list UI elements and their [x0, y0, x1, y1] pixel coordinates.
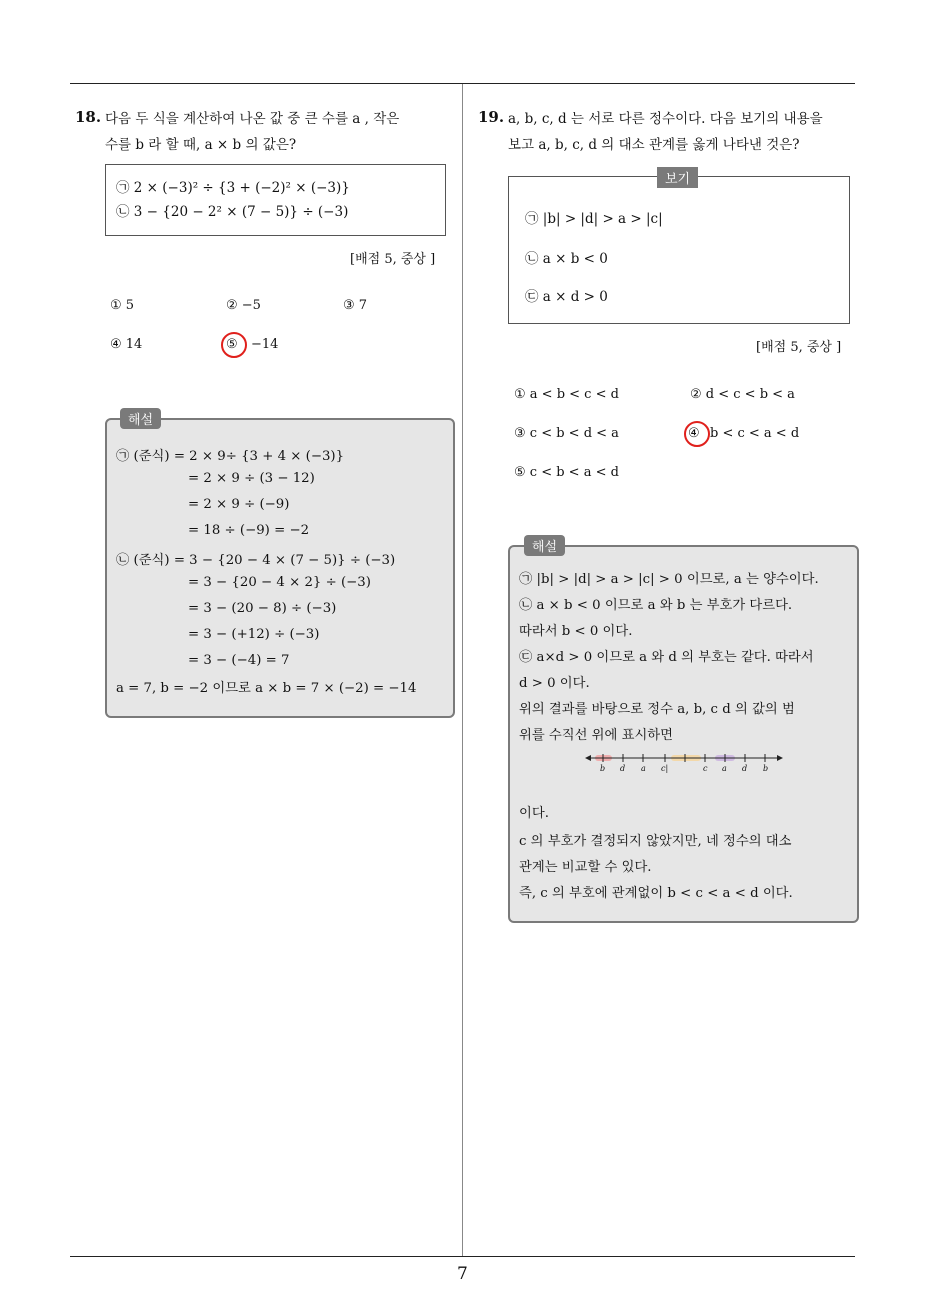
nl-label-8: b [763, 764, 769, 773]
q19-bogi-2: ㉡ a × b < 0 [525, 251, 608, 267]
q19-bogi-1: ㉠ |b| > |d| > a > |c| [525, 211, 663, 227]
q19-answer-circle-mark [684, 421, 710, 447]
q19-choice-1[interactable]: ① a < b < c < d [514, 387, 619, 402]
q18-expression-box [105, 164, 446, 236]
q19-sol-line-4: ㉢ a×d > 0 이므로 a 와 d 의 부호는 같다. 따라서 [519, 650, 814, 665]
q18-sol-line-4: = 18 ÷ (−9) = −2 [188, 523, 310, 538]
q18-score: [배점 5, 중상 ] [350, 252, 436, 267]
q18-text-line1: 다음 두 식을 계산하여 나온 값 중 큰 수를 a , 작은 [105, 111, 400, 127]
page-number: 7 [457, 1264, 468, 1284]
q18-solution-label: 해설 [120, 408, 161, 429]
q19-text-line1: a, b, c, d 는 서로 다른 정수이다. 다음 보기의 내용을 [508, 111, 823, 127]
q18-sol-line-9: = 3 − (−4) = 7 [188, 653, 290, 668]
q19-sol-line-2: ㉡ a × b < 0 이므로 a 와 b 는 부호가 다르다. [519, 598, 793, 613]
number-line-graphic [585, 750, 785, 780]
q19-text-line2: 보고 a, b, c, d 의 대소 관계를 옳게 나타낸 것은? [508, 137, 800, 153]
q18-sol-line-6: = 3 − {20 − 4 × 2} ÷ (−3) [188, 575, 371, 590]
q18-sol-line-2: = 2 × 9 ÷ (3 − 12) [188, 471, 315, 486]
q19-number-line [585, 750, 785, 780]
q18-answer-circle-mark [221, 332, 247, 358]
q19-sol-line-1: ㉠ |b| > |d| > a > |c| > 0 이므로, a 는 양수이다. [519, 572, 819, 587]
q18-choice-2[interactable]: ② −5 [226, 298, 261, 313]
nl-label-6: a [722, 764, 727, 773]
q18-choice-5-value: −14 [251, 337, 279, 352]
nl-label-3: a [641, 764, 646, 773]
q19-sol-line-10: 관계는 비교할 수 있다. [519, 860, 652, 875]
q19-sol-line-7: 위를 수직선 위에 표시하면 [519, 728, 673, 743]
q19-sol-line-3: 따라서 b < 0 이다. [519, 624, 633, 639]
q19-choice-5[interactable]: ⑤ c < b < a < d [514, 465, 619, 480]
q19-choice-3[interactable]: ③ c < b < d < a [514, 426, 619, 441]
q19-sol-line-5: d > 0 이다. [519, 676, 590, 691]
q18-sol-line-1: ㉠ (준식) = 2 × 9÷ {3 + 4 × (−3)} [116, 449, 345, 464]
q19-sol-line-6: 위의 결과를 바탕으로 정수 a, b, c d 의 값의 범 [519, 702, 795, 717]
q19-choice-4-symbol[interactable]: ④ [688, 426, 700, 441]
bottom-rule [70, 1256, 855, 1257]
q18-sol-line-5: ㉡ (준식) = 3 − {20 − 4 × (7 − 5)} ÷ (−3) [116, 553, 396, 568]
q19-number: 19. [478, 108, 505, 126]
q18-text-line2: 수를 b 라 할 때, a × b 의 값은? [105, 137, 297, 153]
q18-sol-line-10: a = 7, b = −2 이므로 a × b = 7 × (−2) = −14 [116, 681, 417, 696]
q19-bogi-label: 보기 [657, 167, 698, 188]
q19-bogi-box [508, 176, 850, 324]
nl-label-5: c [703, 764, 708, 773]
q19-choice-4-value: b < c < a < d [710, 426, 800, 441]
q18-number: 18. [75, 108, 102, 126]
q18-expr2: ㉡ 3 − {20 − 2² × (7 − 5)} ÷ (−3) [116, 204, 349, 220]
q18-sol-line-8: = 3 − (+12) ÷ (−3) [188, 627, 320, 642]
q19-choice-2[interactable]: ② d < c < b < a [690, 387, 795, 402]
q19-solution-label: 해설 [524, 535, 565, 556]
q19-bogi-3: ㉢ a × d > 0 [525, 289, 608, 305]
q18-choice-3[interactable]: ③ 7 [343, 298, 368, 313]
nl-label-4: c| [661, 764, 669, 773]
q18-choice-1[interactable]: ① 5 [110, 298, 135, 313]
q19-sol-line-9: c 의 부호가 결정되지 않았지만, 네 정수의 대소 [519, 834, 792, 849]
nl-label-2: d [620, 764, 626, 773]
column-divider [462, 84, 463, 1256]
q19-sol-line-8: 이다. [519, 806, 549, 821]
q19-score: [배점 5, 중상 ] [756, 340, 842, 355]
q19-sol-line-11: 즉, c 의 부호에 관계없이 b < c < a < d 이다. [519, 886, 793, 901]
q18-sol-line-3: = 2 × 9 ÷ (−9) [188, 497, 290, 512]
q18-choice-4[interactable]: ④ 14 [110, 337, 143, 352]
nl-label-1: b [600, 764, 606, 773]
q18-sol-line-7: = 3 − (20 − 8) ÷ (−3) [188, 601, 337, 616]
q18-expr1: ㉠ 2 × (−3)² ÷ {3 + (−2)² × (−3)} [116, 180, 350, 196]
q18-choice-5-symbol[interactable]: ⑤ [226, 337, 238, 352]
nl-label-7: d [742, 764, 748, 773]
